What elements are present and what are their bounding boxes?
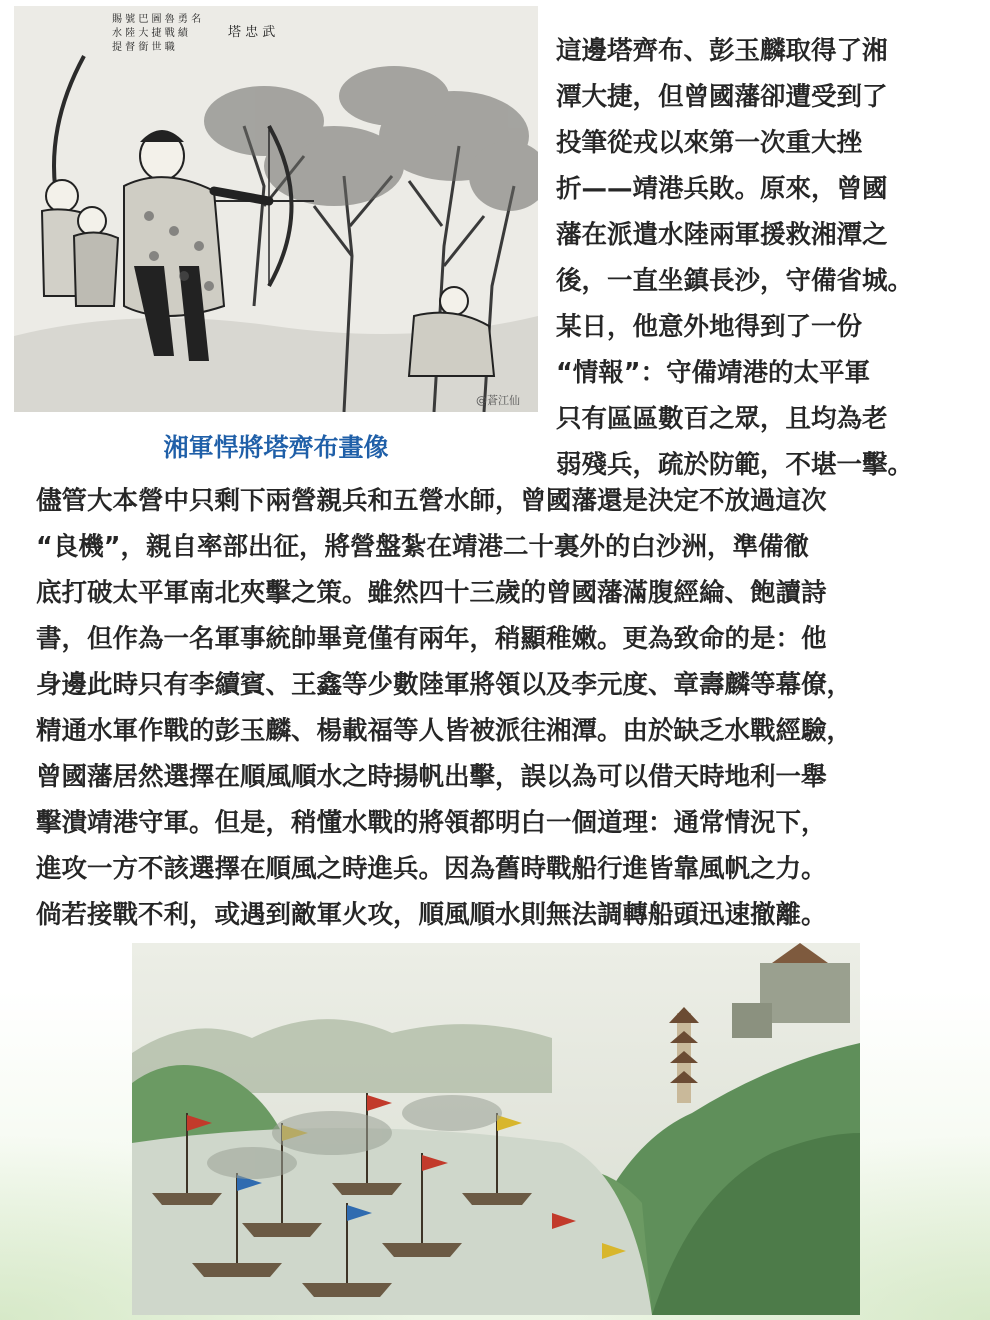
text-line: 藩在派遣水陸兩軍援救湘潭之 [556,220,888,250]
text-line: 身邊此時只有李續賓、王鑫等少數陸軍將領以及李元度、章壽麟等幕僚， [36,670,853,700]
text-line: 進攻一方不該選擇在順風之時進兵。因為舊時戰船行進皆靠風帆之力。 [36,854,827,884]
inscription-line: 賜 號 巴 圖 魯 勇 名 [112,14,202,25]
text-line: 書，但作為一名軍事統帥畢竟僅有兩年，稍顯稚嫩。更為致命的是：他 [36,624,827,654]
text-line: 弱殘兵，疏於防範，不堪一擊。 [556,450,914,480]
text-line: 曾國藩居然選擇在順風順水之時揚帆出擊，誤以為可以借天時地利一舉 [36,762,827,792]
inscription-line: 水 陸 大 捷 戰 績 [112,28,188,39]
inscription-name: 塔 忠 武 [228,25,276,40]
battle-painting [132,943,860,1315]
text-line: 折——靖港兵敗。原來，曾國 [556,174,888,204]
text-line: 某日，他意外地得到了一份 [556,312,863,342]
text-line: 底打破太平軍南北夾擊之策。雖然四十三歲的曾國藩滿腹經綸、飽讀詩 [36,578,827,608]
text-line: 只有區區數百之眾，且均為老 [556,404,888,434]
portrait-illustration [14,6,538,412]
body-paragraph [36,478,966,938]
text-line: 投筆從戎以來第一次重大挫 [556,128,863,158]
text-line: 潭大捷，但曾國藩卻遭受到了 [556,82,888,112]
text-line: “良機”，親自率部出征，將營盤紮在靖港二十裏外的白沙洲，準備徹 [36,532,810,562]
portrait-watermark: @蒼江仙 [476,394,520,407]
portrait-caption: 湘軍悍將塔齊布畫像 [163,433,389,462]
portrait-image [14,6,538,412]
text-line: 精通水軍作戰的彭玉麟、楊載福等人皆被派往湘潭。由於缺乏水戰經驗， [36,716,853,746]
text-line: 後，一直坐鎮長沙，守備省城。 [556,266,914,296]
text-line: 儘管大本營中只剩下兩營親兵和五營水師，曾國藩還是決定不放過這次 [36,486,827,516]
inscription-line: 提 督 銜 世 職 [112,42,175,53]
wrapped-text-column [556,28,956,488]
text-line: “情報”：守備靖港的太平軍 [556,358,871,388]
text-line: 這邊塔齊布、彭玉麟取得了湘 [556,36,888,66]
battle-illustration [132,943,860,1315]
text-line: 擊潰靖港守軍。但是，稍懂水戰的將領都明白一個道理：通常情況下， [36,808,827,838]
text-line: 倘若接戰不利，或遇到敵軍火攻，順風順水則無法調轉船頭迅速撤離。 [36,900,827,930]
